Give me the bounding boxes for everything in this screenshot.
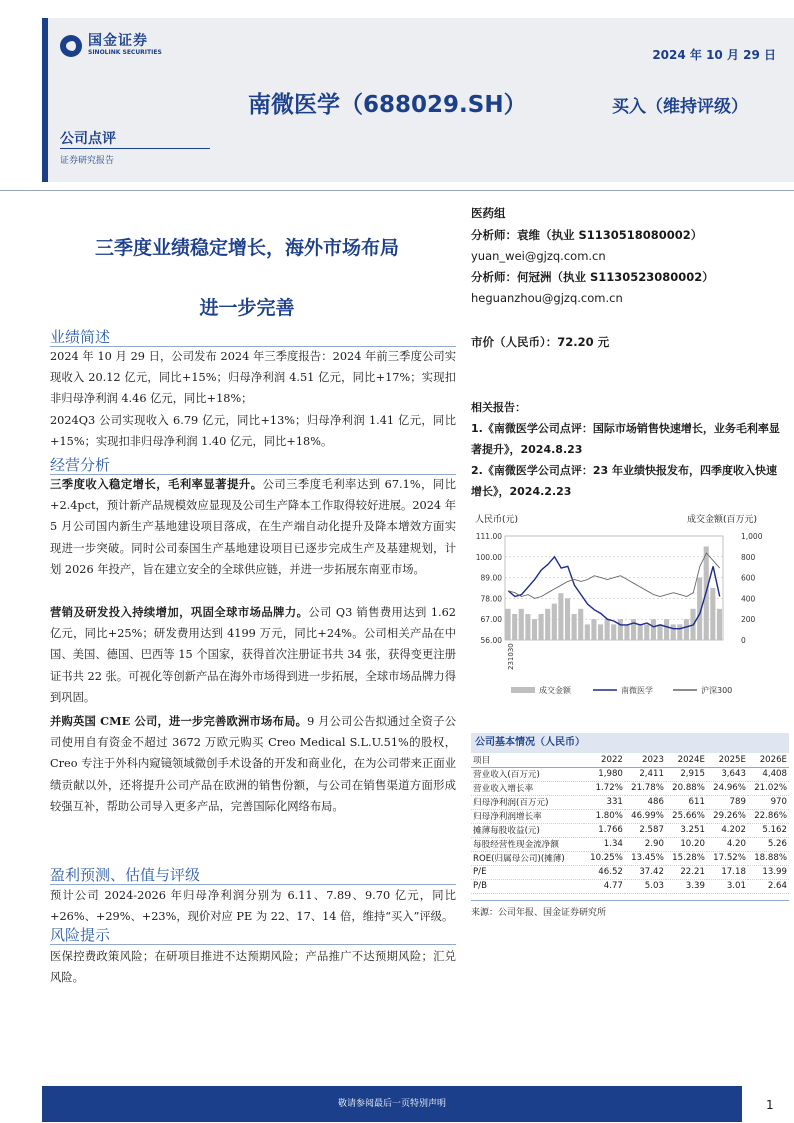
chart-legend-label: 沪深300 xyxy=(701,686,733,695)
chart-volume-bar xyxy=(710,588,715,640)
section-title-risk: 风险提示 xyxy=(50,926,111,944)
footer-disclaimer: 敬请参阅最后一页特别声明 xyxy=(337,1099,446,1109)
chart-legend-label: 成交金额 xyxy=(539,686,571,695)
table-cell: 20.88% xyxy=(672,783,705,793)
table-cell: 5.03 xyxy=(644,881,664,891)
table-cell: 1.34 xyxy=(603,839,623,849)
table-cell: 1.766 xyxy=(598,825,623,835)
chart-legend-swatch xyxy=(511,687,535,693)
chart-volume-bar xyxy=(572,614,577,640)
chart-volume-bar xyxy=(565,598,570,640)
related-report-1: 1.《南微医学公司点评：国际市场销售快速增长，业务毛利率显著提升》，2024.8.23 xyxy=(471,422,780,456)
table-cell: 970 xyxy=(770,797,787,807)
table-cell: 46.99% xyxy=(631,811,664,821)
analyst-2: 分析师：何冠洲（执业 S1130523080002） xyxy=(471,270,714,284)
chart-volume-bar xyxy=(598,624,603,640)
table-cell: 归母净利润增长率 xyxy=(473,812,542,822)
table-cell: 3,643 xyxy=(721,769,746,779)
chart-volume-bar xyxy=(605,619,610,640)
table-cell: 18.88% xyxy=(754,853,787,863)
table-row xyxy=(471,795,789,809)
chart-volume-bar xyxy=(717,609,722,640)
table-cell: 24.96% xyxy=(713,783,746,793)
table-row xyxy=(471,879,789,893)
chart-volume-bar xyxy=(545,609,550,640)
table-cell: 2.90 xyxy=(644,839,664,849)
section-title-forecast: 盈利预测、估值与评级 xyxy=(50,866,201,884)
table-header-cell: 2022 xyxy=(584,753,625,767)
chart-y-tick-right: 1,000 xyxy=(741,532,763,541)
related-reports xyxy=(471,397,781,502)
logo-mark-icon xyxy=(60,35,82,57)
chart-y-tick-right: 600 xyxy=(741,573,756,583)
related-report-2: 2.《南微医学公司点评：23 年业绩快报发布，四季度收入快速增长》，2024.2.23 xyxy=(471,464,777,498)
analysis-p1-body: 公司三季度毛利率达到 67.1%，同比+2.4pct，预计新产品规模效应显现及公司生产降本工作取得较好进展。2024 年 5 月公司国内新生产基地建设项目落成，在生产端自动化提升及降本增效方面实现进一步突破。同时公司泰国生产基地建设项目已逐步完成生产及基建规划，计划 2026 年投产，旨在建立安全的全球供应链，并进一步拓展东南亚市场。 xyxy=(50,478,456,576)
chart-volume-bar xyxy=(651,619,656,640)
table-cell: 486 xyxy=(647,797,664,807)
table-row xyxy=(471,823,789,837)
chart-y-tick-right: 800 xyxy=(741,552,756,562)
price-volume-chart xyxy=(471,506,789,706)
chart-volume-bar xyxy=(671,624,676,640)
table-row xyxy=(471,851,789,865)
table-cell: 3.251 xyxy=(680,825,705,835)
table-row xyxy=(471,837,789,851)
table-cell: 21.02% xyxy=(754,783,787,793)
table-cell: 4,408 xyxy=(762,769,787,779)
analysis-p3-lead: 并购英国 CME 公司，进一步完善欧洲市场布局。 xyxy=(50,714,308,728)
table-source: 来源：公司年报、国金证券研究所 xyxy=(471,900,789,918)
table-cell: 归母净利润(百万元) xyxy=(473,798,549,808)
chart-y-tick-left: 89.00 xyxy=(480,573,502,583)
related-title: 相关报告： xyxy=(471,401,526,414)
table-row xyxy=(471,781,789,795)
headline xyxy=(42,218,452,338)
analysis-paragraph-1 xyxy=(50,474,456,580)
analysis-p2-lead: 营销及研发投入持续增加，巩固全球市场品牌力。 xyxy=(50,605,309,619)
report-date: 2024 年 10 月 29 日 xyxy=(652,48,776,62)
table-header-cell: 2026E xyxy=(748,753,789,767)
chart-volume-bar xyxy=(578,609,583,640)
headline-line1: 三季度业绩稳定增长，海外市场布局 xyxy=(94,237,399,259)
table-cell: 1.72% xyxy=(595,783,623,793)
header-accent-bar xyxy=(42,18,48,182)
chart-volume-bar xyxy=(644,624,649,640)
chart-index-line xyxy=(508,553,719,598)
chart-volume-bar xyxy=(591,619,596,640)
table-cell: 每股经营性现金流净额 xyxy=(473,840,559,850)
table-cell: 25.66% xyxy=(672,811,705,821)
table-cell: 789 xyxy=(729,797,746,807)
chart-y-tick-right: 0 xyxy=(741,636,746,645)
table-cell: P/B xyxy=(473,881,487,891)
chart-y-tick-right: 400 xyxy=(741,594,756,604)
table-cell: 611 xyxy=(688,797,705,807)
chart-volume-bar xyxy=(631,619,636,640)
table-cell: 摊薄每股收益(元) xyxy=(473,826,540,836)
chart-x-tick: 231030 xyxy=(507,643,515,670)
logo-en: SINOLINK SECURITIES xyxy=(88,49,162,56)
chart-volume-bar xyxy=(552,604,557,640)
table-cell: 5.162 xyxy=(762,825,787,835)
stock-title: 南微医学（688029.SH） xyxy=(248,92,527,118)
table-cell: 4.20 xyxy=(726,839,746,849)
risk-paragraph: 医保控费政策风险；在研项目推进不达预期风险；产品推广不达预期风险；汇兑风险。 xyxy=(50,950,456,985)
table-cell: 2.64 xyxy=(767,881,787,891)
table-cell: 2,411 xyxy=(639,769,664,779)
table-cell: 46.52 xyxy=(598,867,623,877)
chart-volume-bar xyxy=(657,624,662,640)
analyst-1: 分析师：袁维（执业 S1130518080002） xyxy=(471,228,703,242)
market-price: 市价（人民币）：72.20 元 xyxy=(471,335,610,349)
table-cell: P/E xyxy=(473,867,487,877)
table-cell: 21.78% xyxy=(631,783,664,793)
table-cell: 331 xyxy=(606,797,623,807)
table-header-cell: 项目 xyxy=(471,753,584,767)
chart-right-axis-label: 成交金额(百万元) xyxy=(686,515,757,525)
rating: 买入（维持评级） xyxy=(612,97,748,117)
chart-legend-label: 南微医学 xyxy=(621,686,653,695)
analysis-paragraph-3 xyxy=(50,711,456,817)
chart-y-tick-left: 111.00 xyxy=(475,532,502,541)
chart-y-tick-right: 200 xyxy=(741,615,756,625)
table-cell: 2,915 xyxy=(680,769,705,779)
table-cell: ROE(归属母公司)(摊薄) xyxy=(473,854,565,864)
table-cell: 4.77 xyxy=(603,881,623,891)
table-cell: 29.26% xyxy=(713,811,746,821)
table-row xyxy=(471,809,789,823)
section-divider xyxy=(50,944,456,945)
table-row xyxy=(471,767,789,781)
logo-cn: 国金证券 xyxy=(88,33,148,49)
chart-volume-bar xyxy=(525,614,530,640)
report-type: 公司点评 xyxy=(60,131,116,147)
section-title-analysis: 经营分析 xyxy=(50,456,111,474)
chart-left-axis-label: 人民币(元) xyxy=(475,515,519,525)
analysis-p1-lead: 三季度收入稳定增长，毛利率显著提升。 xyxy=(50,477,263,491)
chart-y-tick-left: 78.00 xyxy=(480,594,502,604)
analyst-1-email: yuan_wei@gjzq.com.cn xyxy=(471,249,606,263)
chart-y-tick-left: 67.00 xyxy=(480,615,502,625)
table-header-cell: 2024E xyxy=(666,753,707,767)
table-cell: 13.45% xyxy=(631,853,664,863)
table-cell: 3.01 xyxy=(726,881,746,891)
analysis-paragraph-2 xyxy=(50,602,456,708)
chart-volume-bar xyxy=(677,624,682,640)
company-financials-table xyxy=(471,733,789,918)
table-header-cell: 2025E xyxy=(707,753,748,767)
analyst-2-email: heguanzhou@gjzq.com.cn xyxy=(471,291,623,305)
table-cell: 4.202 xyxy=(721,825,746,835)
financials-grid xyxy=(471,753,789,894)
chart-volume-bar xyxy=(532,619,537,640)
table-cell: 营业收入增长率 xyxy=(473,784,534,794)
chart-volume-bar xyxy=(611,624,616,640)
table-header-cell: 2023 xyxy=(625,753,666,767)
chart-volume-bar xyxy=(558,593,563,640)
report-type-divider xyxy=(60,148,210,149)
report-subtype: 证券研究报告 xyxy=(60,156,115,166)
table-cell: 营业收入(百万元) xyxy=(473,770,540,780)
chart-volume-bar xyxy=(519,609,524,640)
analyst-team: 医药组 xyxy=(471,206,506,220)
table-cell: 1,980 xyxy=(598,769,623,779)
section-title-summary: 业绩简述 xyxy=(50,328,111,346)
chart-volume-bar xyxy=(664,619,669,640)
chart-volume-bar xyxy=(684,619,689,640)
table-cell: 22.86% xyxy=(754,811,787,821)
summary-paragraph-1: 2024 年 10 月 29 日，公司发布 2024 年三季度报告：2024 年前三季度公司实现收入 20.12 亿元，同比+15%；归母净利润 4.51 亿元，同比+17%；实现扣非归母净利润 4.46 亿元，同比+18%； xyxy=(50,350,456,406)
table-cell: 17.52% xyxy=(713,853,746,863)
table-cell: 22.21 xyxy=(680,867,705,877)
table-cell: 10.25% xyxy=(590,853,623,863)
table-cell: 5.26 xyxy=(767,839,787,849)
chart-volume-bar xyxy=(506,609,511,640)
chart-volume-bar xyxy=(512,614,517,640)
table-title: 公司基本情况（人民币） xyxy=(471,733,789,753)
company-logo xyxy=(60,34,162,57)
table-cell: 17.18 xyxy=(721,867,746,877)
analysis-p2-body: 公司 Q3 销售费用达到 1.62 亿元，同比+25%；研发费用达到 4199 万元，同比+24%。公司相关产品在中国、美国、德国、巴西等 15 个国家，获得首次注册证书共 34 张，获得变更注册证书共 22 张。可视化等创新产品在海外市场得到进一步拓展，全球市场品牌力得到巩固。 xyxy=(50,606,456,704)
summary-paragraph-2: 2024Q3 公司实现收入 6.79 亿元，同比+13%；归母净利润 1.41 亿元，同比+15%；实现扣非归母净利润 1.40 亿元，同比+18%。 xyxy=(50,414,456,449)
table-cell: 13.99 xyxy=(762,867,787,877)
headline-line2: 进一步完善 xyxy=(199,297,295,319)
chart-volume-bar xyxy=(618,619,623,640)
forecast-paragraph: 预计公司 2024-2026 年归母净利润分别为 6.11、7.89、9.70 亿元，同比+26%、+29%、+23%，现价对应 PE 为 22、17、14 倍，维持“买入”评级。 xyxy=(50,889,456,924)
table-cell: 1.80% xyxy=(595,811,623,821)
chart-volume-bar xyxy=(624,624,629,640)
header-rule xyxy=(0,190,794,191)
table-cell: 15.28% xyxy=(672,853,705,863)
table-cell: 3.39 xyxy=(685,881,705,891)
chart-volume-bar xyxy=(539,614,544,640)
table-row xyxy=(471,865,789,879)
chart-volume-bar xyxy=(638,624,643,640)
chart-y-tick-left: 56.00 xyxy=(480,636,502,645)
chart-volume-bar xyxy=(585,624,590,640)
analysis-p3-body: 9 月公司公告拟通过全资子公司使用自有资金不超过 3672 万欧元购买 Creo Medical S.L.U.51%的股权，Creo 专注于外科内窥镜领域微创手术设备的开发和商业化，在为公司带来正面业绩贡献以外，还将提升公司产品在欧洲的销售份额，与公司在销售渠道方面形成较强互补，帮助公司导入更多产品，完善国际化网络布局。 xyxy=(50,715,456,813)
table-cell: 37.42 xyxy=(639,867,664,877)
chart-y-tick-left: 100.00 xyxy=(475,552,502,562)
page-number: 1 xyxy=(766,1098,774,1112)
table-cell: 10.20 xyxy=(680,839,705,849)
table-cell: 2.587 xyxy=(639,825,664,835)
